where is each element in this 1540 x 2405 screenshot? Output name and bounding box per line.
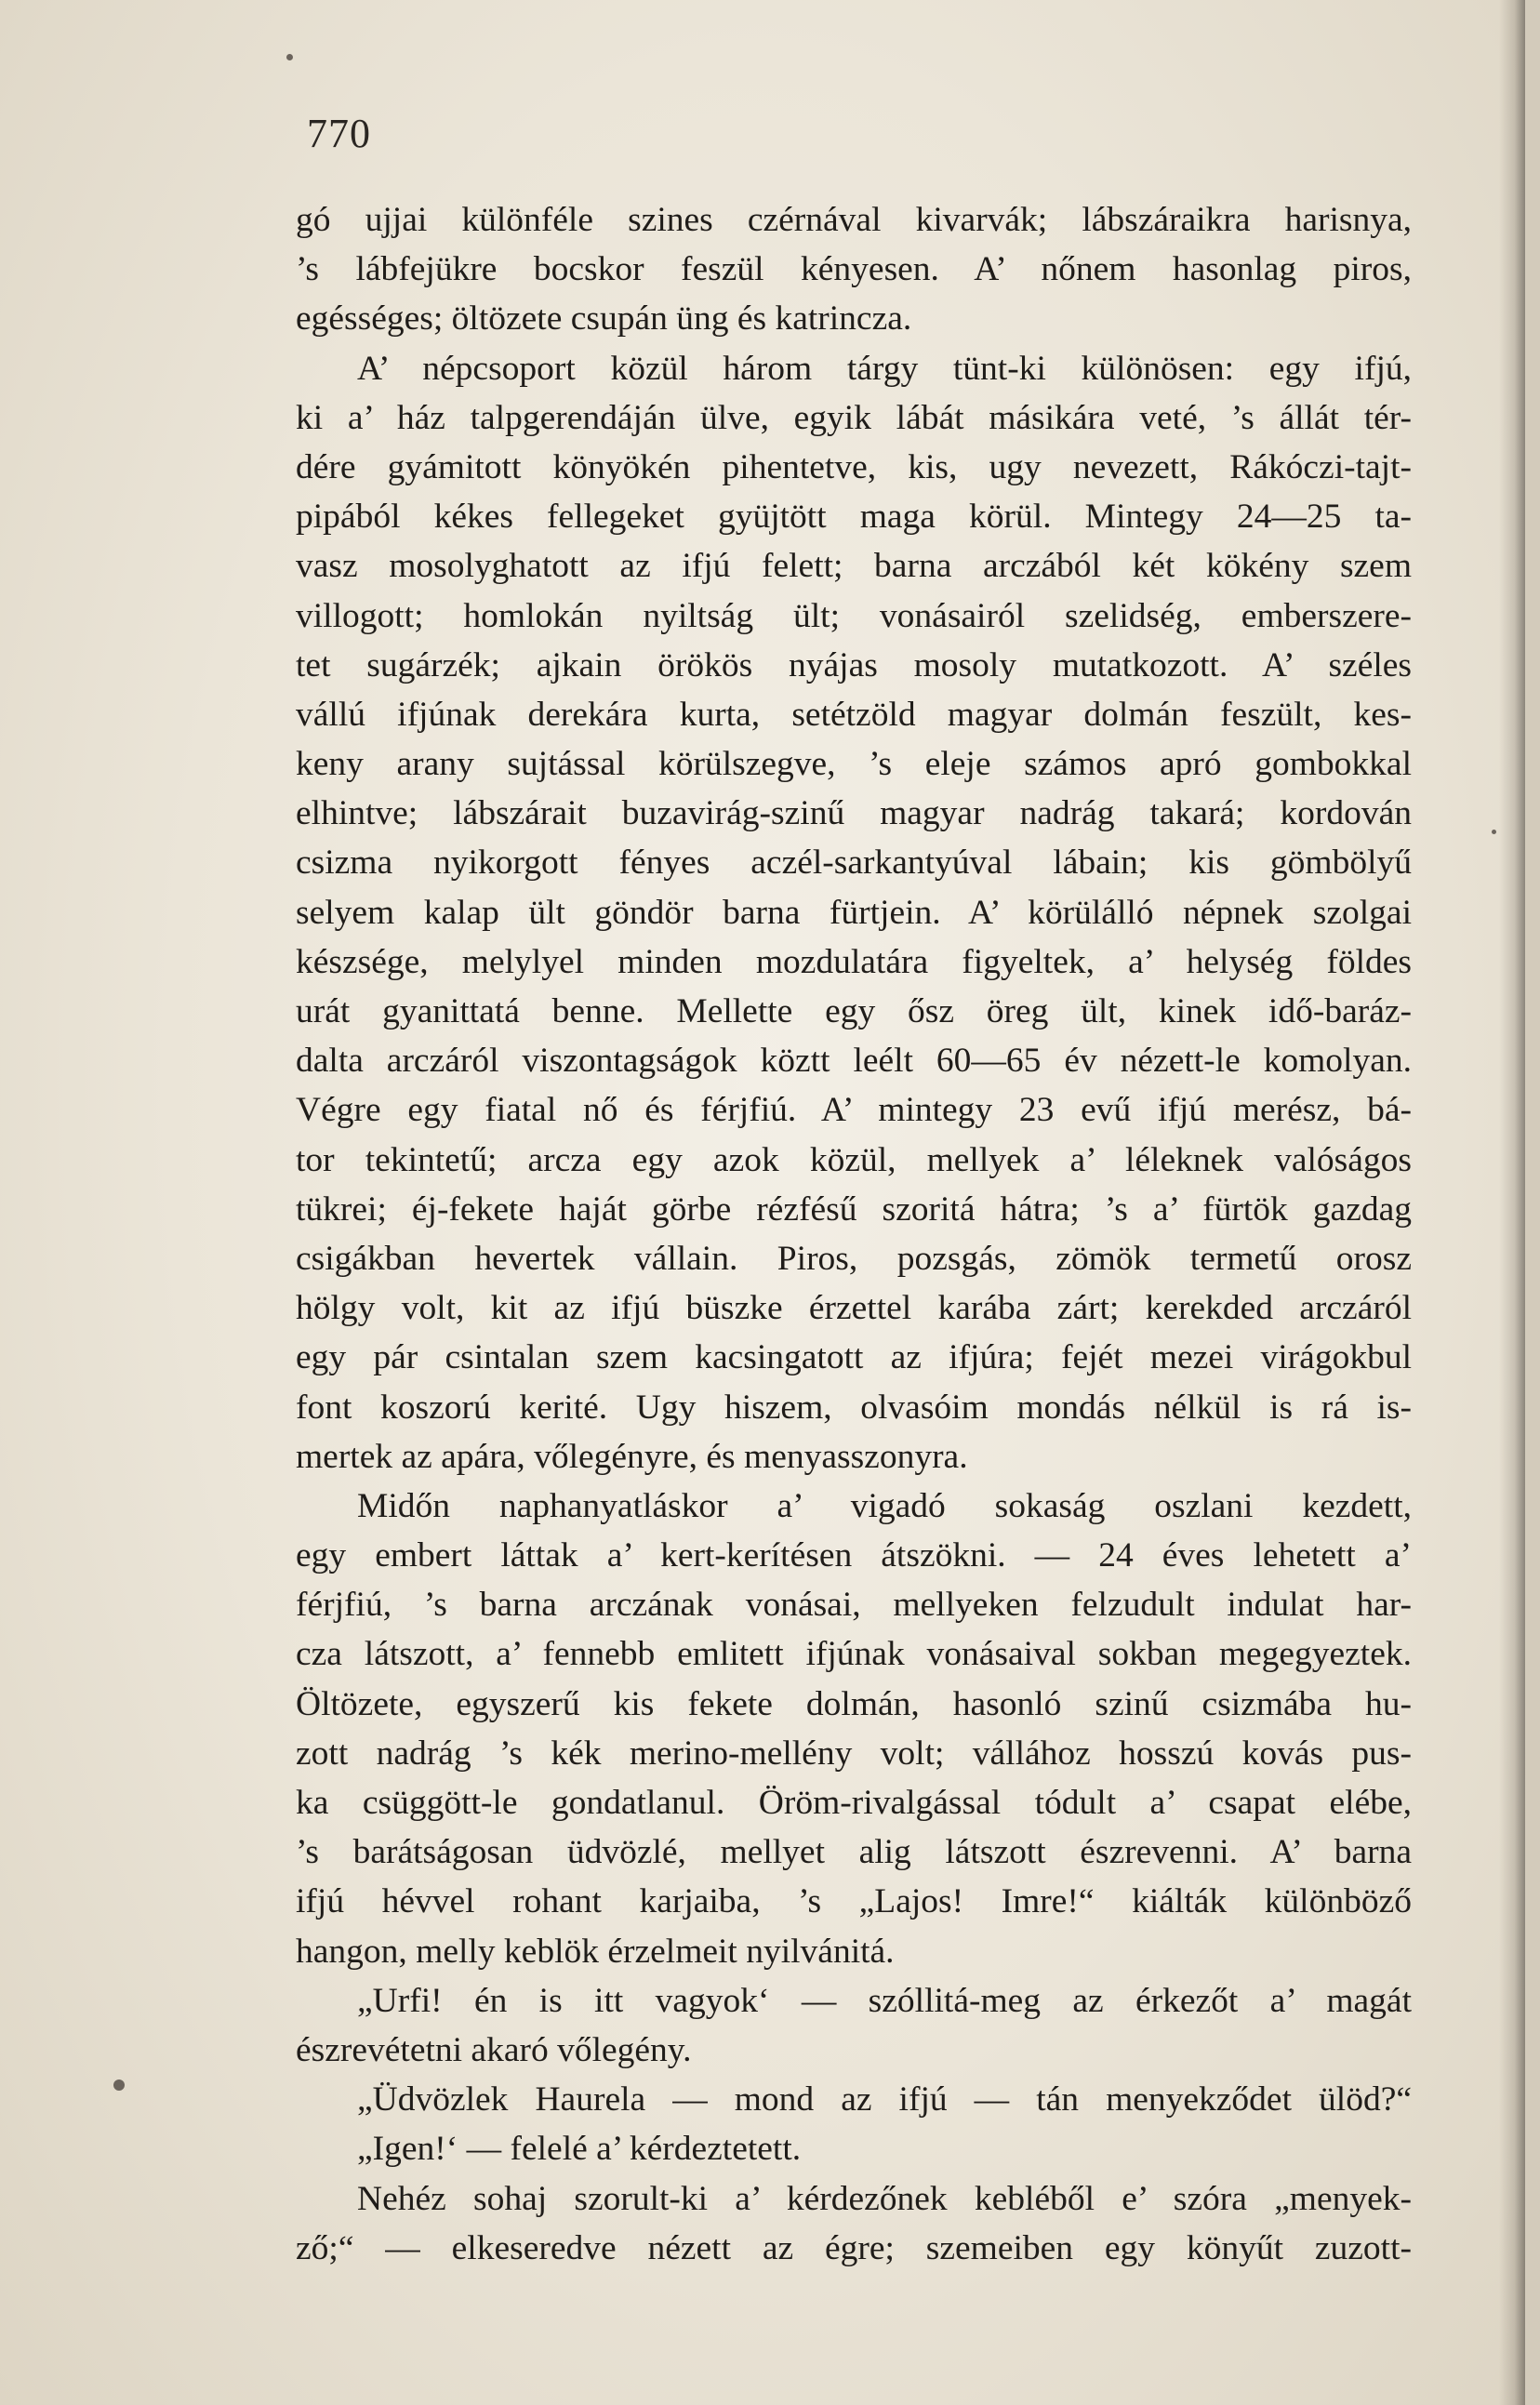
text-line: Végre egy fiatal nő és férjfiú. A’ mintegy 23 evű ifjú merész, bá- bbox=[296, 1091, 1412, 1130]
text-line: dalta arczáról viszontagságok köztt leélt 60—65 év nézett-le komolyan. bbox=[296, 1042, 1412, 1081]
text-line: Öltözete, egyszerű kis fekete dolmán, hasonló szinű csizmába hu- bbox=[296, 1684, 1412, 1723]
text-line: vasz mosolyghatott az ifjú felett; barna arczából két kökény szem bbox=[296, 547, 1412, 586]
text-line: ző;“ — elkeseredve nézett az égre; szemeiben egy könyűt zuzott- bbox=[296, 2228, 1412, 2267]
text-line: elhintve; lábszárait buzavirág-szinű magyar nadrág takará; kordován bbox=[296, 794, 1412, 833]
paper-speck bbox=[113, 2079, 125, 2091]
text-line: mertek az apára, vőlegényre, és menyasszonyra. bbox=[296, 1437, 968, 1476]
paper-speck bbox=[286, 54, 293, 60]
text-line: egy pár csintalan szem kacsingatott az ifjúra; fejét mezei virágokbul bbox=[296, 1338, 1412, 1377]
text-line: „Üdvözlek Haurela — mond az ifjú — tán menyekződet ülöd?“ bbox=[357, 2080, 1412, 2119]
text-line: villogott; homlokán nyiltság ült; vonásairól szelidség, emberszere- bbox=[296, 596, 1412, 635]
text-line: csizma nyikorgott fényes aczél-sarkantyúval lábain; kis gömbölyű bbox=[296, 844, 1412, 883]
text-line: urát gyanittatá benne. Mellette egy ősz öreg ült, kinek idő-baráz- bbox=[296, 992, 1412, 1030]
text-line: férjfiú, ’s barna arczának vonásai, mellyeken felzudult indulat har- bbox=[296, 1586, 1412, 1625]
text-line: egy embert láttak a’ kert-kerítésen átszökni. — 24 éves lehetett a’ bbox=[296, 1536, 1412, 1575]
text-line: zott nadrág ’s kék merino-mellény volt; vállához hosszú kovás pus- bbox=[296, 1734, 1412, 1773]
paper-speck bbox=[1492, 830, 1496, 834]
text-line: észrevétetni akaró vőlegény. bbox=[296, 2030, 692, 2069]
text-line: Nehéz sohaj szorult-ki a’ kérdezőnek kebléből e’ szóra „menyek- bbox=[357, 2179, 1412, 2218]
text-line: font koszorú kerité. Ugy hiszem, olvasóim mondás nélkül is rá is- bbox=[296, 1388, 1412, 1427]
text-line: tükrei; éj-fekete haját görbe rézfésű szoritá hátra; ’s a’ fürtök gazdag bbox=[296, 1189, 1412, 1229]
text-line: hölgy volt, kit az ifjú büszke érzettel karába zárt; kerekded arczáról bbox=[296, 1289, 1412, 1328]
text-line: keny arany sujtással körülszegve, ’s eleje számos apró gombokkal bbox=[296, 745, 1412, 784]
text-line: cza látszott, a’ fennebb emlitett ifjúnak vonásaival sokban megegyeztek. bbox=[296, 1635, 1412, 1674]
text-line: „Igen!‘ — felelé a’ kérdeztetett. bbox=[357, 2130, 802, 2169]
body-text bbox=[296, 195, 1412, 2273]
text-line: A’ népcsoport közül három tárgy tünt-ki különösen: egy ifjú, bbox=[357, 349, 1412, 388]
text-line: hangon, melly keblök érzelmeit nyilvánitá. bbox=[296, 1932, 895, 1971]
text-line: ka csüggött-le gondatlanul. Öröm-rivalgással tódult a’ csapat elébe, bbox=[296, 1784, 1412, 1822]
text-line: gó ujjai különféle szines czérnával kivarvák; lábszáraikra harisnya, bbox=[296, 201, 1412, 239]
text-line: készsége, melylyel minden mozdulatára figyeltek, a’ helység földes bbox=[296, 942, 1412, 981]
text-line: pipából kékes fellegeket gyüjtött maga körül. Mintegy 24—25 ta- bbox=[296, 498, 1412, 537]
text-line: vállú ifjúnak derekára kurta, setétzöld magyar dolmán feszült, kes- bbox=[296, 695, 1412, 734]
text-line: tor tekintetű; arcza egy azok közül, mellyek a’ léleknek valóságos bbox=[296, 1140, 1412, 1179]
text-line: tet sugárzék; ajkain örökös nyájas mosoly mutatkozott. A’ széles bbox=[296, 645, 1412, 684]
text-line: ’s lábfejükre bocskor feszül kényesen. A’ nőnem hasonlag piros, bbox=[296, 250, 1412, 289]
text-line: ’s barátságosan üdvözlé, mellyet alig látszott észrevenni. A’ barna bbox=[296, 1833, 1412, 1872]
text-line: Midőn naphanyatláskor a’ vigadó sokaság oszlani kezdett, bbox=[357, 1486, 1412, 1525]
text-line: ifjú hévvel rohant karjaiba, ’s „Lajos! Imre!“ kiálták különböző bbox=[296, 1882, 1412, 1921]
page-number: 770 bbox=[307, 111, 371, 156]
text-line: selyem kalap ült göndör barna fürtjein. A’ körülálló népnek szolgai bbox=[296, 893, 1412, 932]
text-line: egésséges; öltözete csupán üng és katrincza. bbox=[296, 299, 912, 339]
page-edge-shadow bbox=[1499, 0, 1525, 2405]
text-line: „Urfi! én is itt vagyok‘ — szóllitá-meg az érkezőt a’ magát bbox=[357, 1981, 1412, 2020]
text-line: dére gyámitott könyökén pihentetve, kis, ugy nevezett, Rákóczi-tajt- bbox=[296, 447, 1412, 486]
text-line: ki a’ ház talpgerendáján ülve, egyik lábát másikára veté, ’s állát tér- bbox=[296, 398, 1412, 437]
text-line: csigákban hevertek vállain. Piros, pozsgás, zömök termetű orosz bbox=[296, 1239, 1412, 1278]
